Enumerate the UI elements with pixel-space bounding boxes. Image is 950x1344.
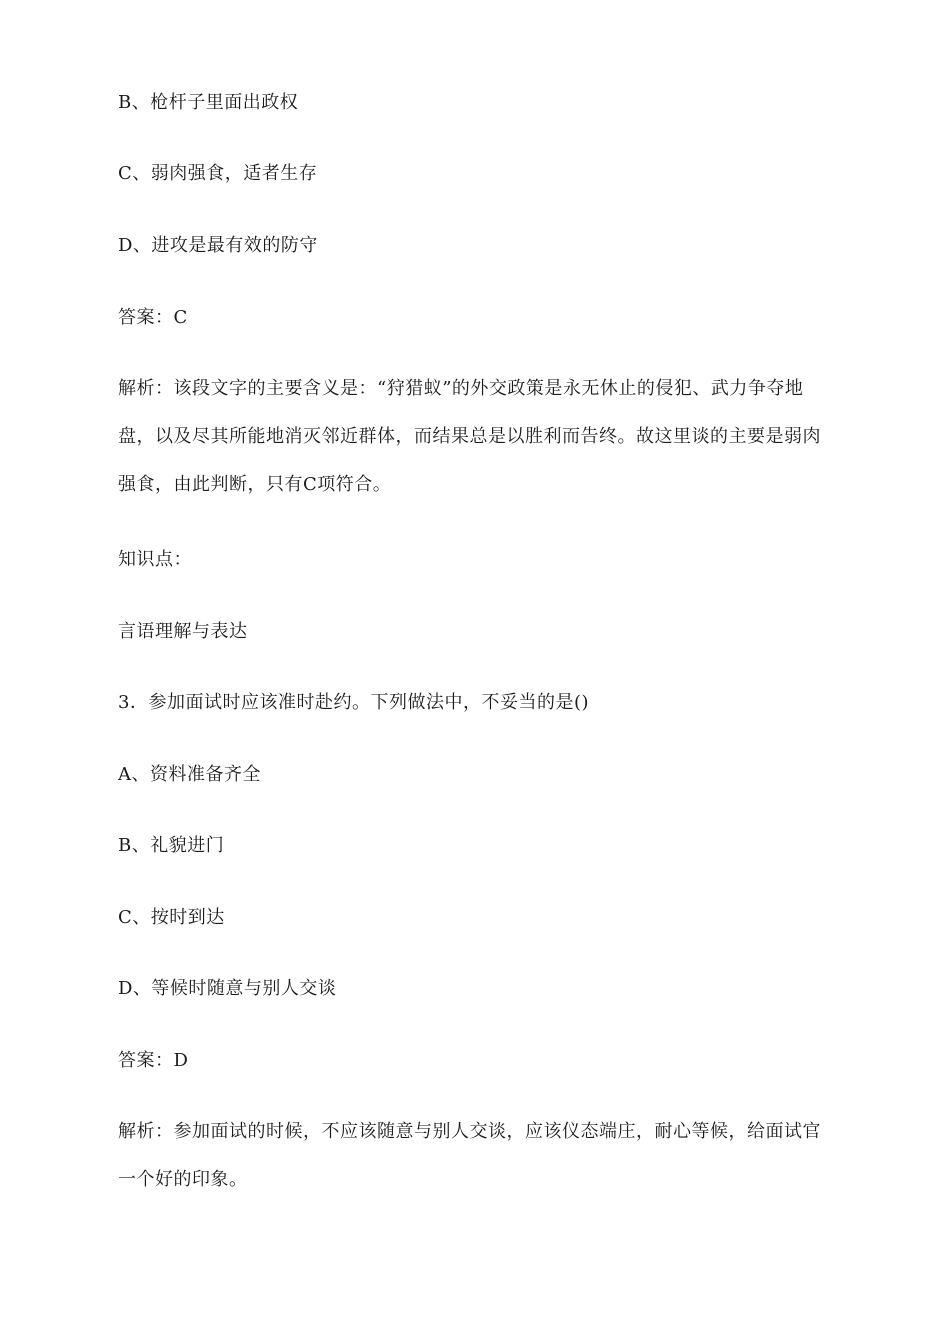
q3-option-b: B、礼貌进门 [118,835,225,856]
q2-answer: 答案：C [118,307,188,328]
q2-knowledge-value: 言语理解与表达 [118,621,248,642]
q2-option-b: B、枪杆子里面出政权 [118,92,299,113]
q3-option-c: C、按时到达 [118,907,225,928]
q2-analysis: 解析：该段文字的主要含义是：“狩猎蚁”的外交政策是永无休止的侵犯、武力争夺地盘，以及尽其所能地消灭邻近群体，而结果总是以胜利而告终。故这里谈的主要是弱肉强食，由此判断，只有C项符合。 [118,378,821,495]
q2-option-d: D、进攻是最有效的防守 [118,235,318,256]
q2-option-c: C、弱肉强食，适者生存 [118,163,318,184]
q3-option-a: A、资料准备齐全 [118,764,261,785]
q3-answer: 答案：D [118,1050,189,1071]
q3-analysis: 解析：参加面试的时候，不应该随意与别人交谈，应该仪态端庄，耐心等候，给面试官一个好的印象。 [118,1121,821,1190]
q3-option-d: D、等候时随意与别人交谈 [118,978,337,999]
q3-question: 3．参加面试时应该准时赴约。下列做法中，不妥当的是() [118,692,589,713]
q2-knowledge-label: 知识点： [118,549,192,570]
